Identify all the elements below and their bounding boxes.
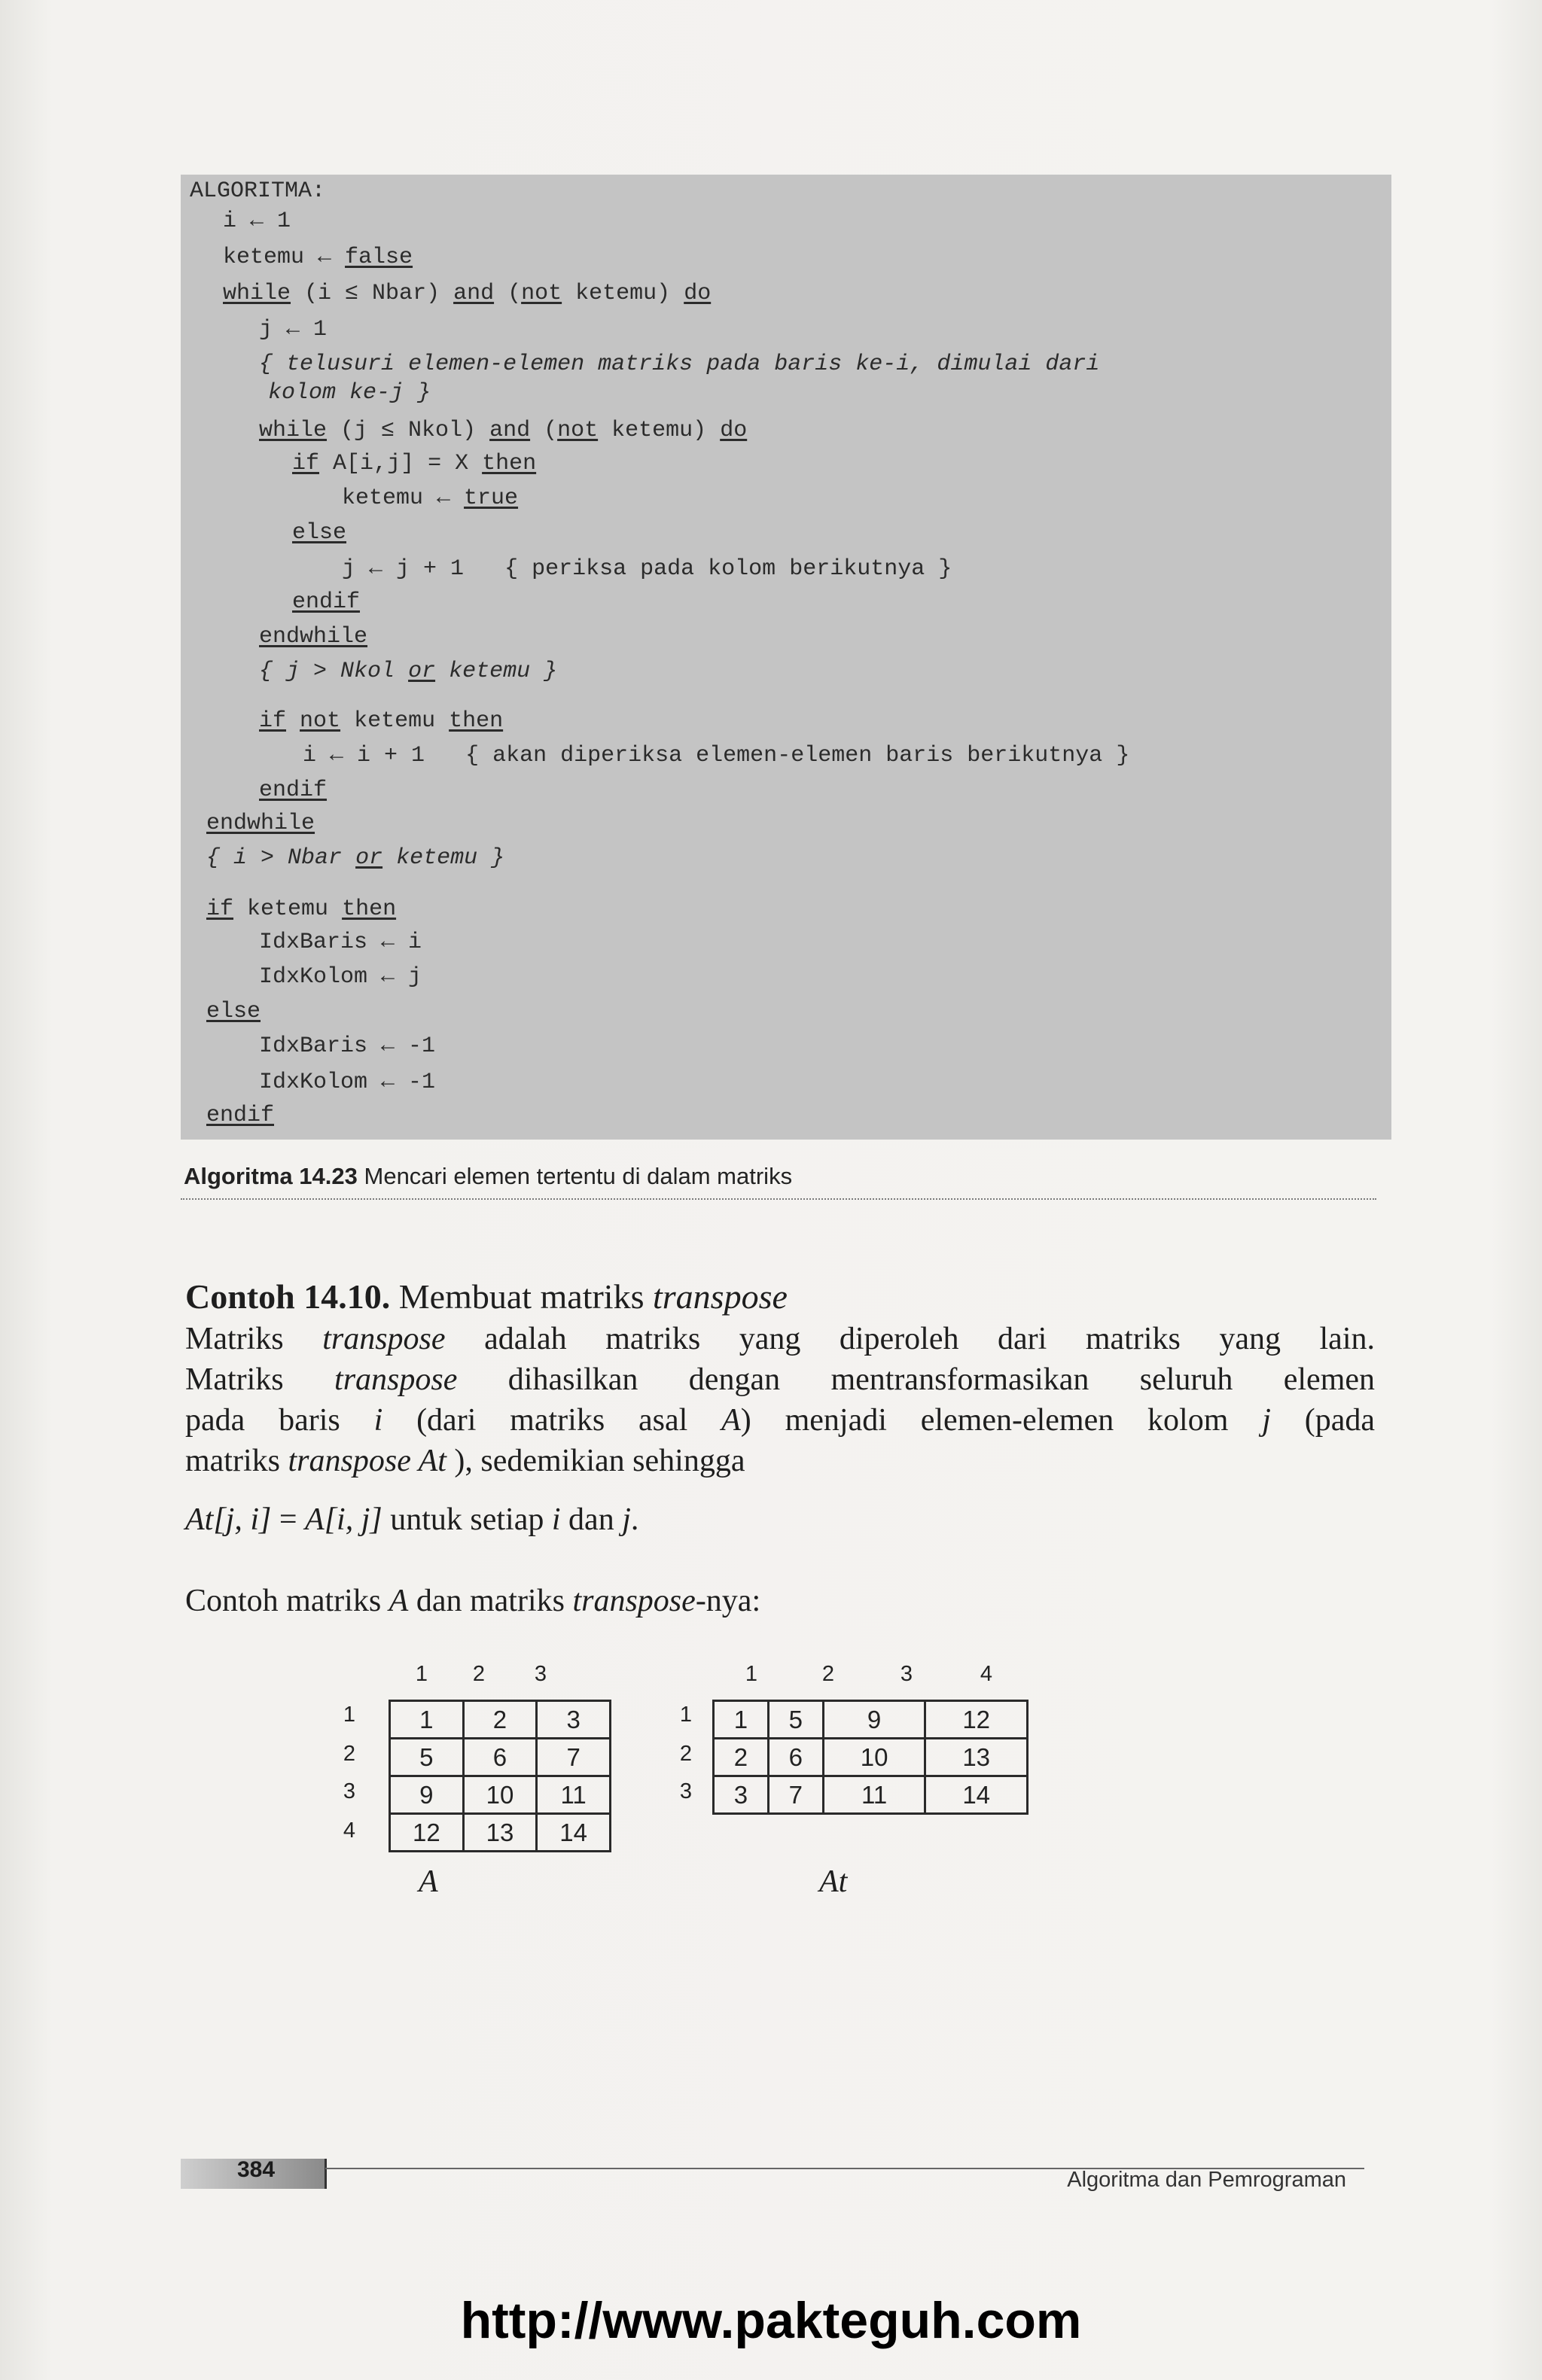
code-comment [259, 349, 1099, 379]
code-line [206, 997, 261, 1027]
code-text: if not ketemu then [259, 708, 504, 734]
matrix-cell: 1 [390, 1701, 464, 1739]
algorithm-caption [184, 1163, 792, 1190]
col-label: 1 [415, 1662, 428, 1686]
row-label: 1 [679, 1703, 693, 1727]
caption-divider [181, 1198, 1376, 1200]
code-line [206, 808, 315, 838]
matrix-row [390, 1739, 611, 1776]
text-run-italic: j [622, 1502, 631, 1537]
code-text [206, 1103, 274, 1128]
page-number: 384 [236, 2157, 276, 2182]
row-label: 3 [343, 1779, 356, 1803]
code-text: i ← 1 [223, 208, 291, 234]
code-line [206, 1100, 274, 1131]
code-line [342, 483, 518, 513]
transpose-formula [185, 1499, 1375, 1540]
example-title-italic: transpose [653, 1277, 788, 1316]
text-run: (dari matriks asal [382, 1403, 722, 1438]
matrix-cell: 9 [390, 1776, 464, 1814]
matrix-cell: 5 [768, 1701, 823, 1739]
code-text: { telusuri elemen-elemen matriks pada baris ke-i, dimulai dari [259, 352, 1100, 377]
code-line [259, 775, 327, 805]
matrix-cell: 13 [463, 1814, 537, 1852]
matrix-a-name: A [419, 1864, 438, 1899]
matrix-cell: 6 [768, 1739, 823, 1776]
code-keyword: or [408, 659, 436, 684]
code-keyword: then [482, 451, 537, 476]
code-line [259, 962, 422, 992]
code-text: i ← i + 1 { akan diperiksa elemen-elemen baris berikutnya } [303, 743, 1130, 768]
code-line [292, 518, 346, 548]
code-line [259, 415, 747, 446]
code-line [223, 242, 413, 272]
code-keyword: then [342, 896, 397, 922]
code-keyword: if [259, 708, 287, 734]
code-text: while (j ≤ Nkol) and (not ketemu) do [259, 418, 748, 443]
text-run-italic: transpose [334, 1362, 458, 1397]
matrix-at-table [712, 1700, 1029, 1815]
code-text [259, 624, 367, 650]
code-text [292, 520, 346, 546]
paragraph-line [185, 1319, 1375, 1359]
code-keyword: if [292, 451, 320, 476]
code-keyword: endif [206, 1103, 275, 1128]
code-text: IdxBaris ← i [259, 930, 422, 955]
code-line [342, 554, 952, 584]
text-run: (pada [1270, 1403, 1375, 1438]
row-label: 3 [679, 1779, 693, 1803]
text-run-italic: A [389, 1584, 409, 1618]
code-text: ketemu ← false [223, 245, 413, 270]
text-run: ) menjadi elemen-elemen kolom [740, 1403, 1263, 1438]
paragraph-line [185, 1441, 1375, 1481]
code-comment [268, 378, 431, 408]
matrix-cell: 10 [463, 1776, 537, 1814]
code-text: j ← j + 1 { periksa pada kolom berikutnya } [342, 556, 952, 582]
code-text: { j > Nkol or ketemu } [259, 659, 558, 684]
matrix-cell: 9 [823, 1701, 925, 1739]
matrix-cell: 2 [714, 1739, 769, 1776]
code-keyword: do [684, 281, 712, 306]
text-run: ), sedemikian sehingga [446, 1444, 745, 1478]
text-run: Contoh matriks [185, 1584, 389, 1618]
code-text: kolom ke-j } [268, 380, 431, 406]
code-keyword: not [557, 418, 599, 443]
example-label: Contoh 14.10. [185, 1277, 391, 1316]
code-keyword: endif [259, 778, 328, 803]
matrix-row [390, 1776, 611, 1814]
matrix-cell: 7 [768, 1776, 823, 1814]
matrix-row [714, 1701, 1028, 1739]
code-text: j ← 1 [259, 317, 328, 342]
code-line [259, 927, 422, 957]
code-line [190, 176, 325, 206]
code-text [206, 811, 315, 836]
code-text: if A[i,j] = X then [292, 451, 537, 476]
code-text: while (i ≤ Nbar) and (not ketemu) do [223, 281, 712, 306]
code-text [292, 589, 360, 615]
matrix-cell: 10 [823, 1739, 925, 1776]
code-text [259, 778, 327, 803]
text-run: pada baris [185, 1403, 374, 1438]
code-text: if ketemu then [206, 896, 397, 922]
code-line [259, 1067, 435, 1097]
text-run: matriks [185, 1444, 288, 1478]
code-keyword: while [259, 418, 328, 443]
code-keyword: else [206, 999, 261, 1024]
matrix-cell: 2 [463, 1701, 537, 1739]
code-comment [206, 843, 504, 873]
code-text: IdxKolom ← -1 [259, 1070, 436, 1095]
col-label: 3 [534, 1662, 547, 1686]
formula-rhs: A[i, j] [305, 1502, 382, 1537]
matrix-cell: 13 [925, 1739, 1028, 1776]
text-run: Matriks [185, 1362, 335, 1397]
text-run-italic: j [1262, 1403, 1271, 1438]
text-run-italic: transpose [322, 1322, 446, 1356]
code-text: ALGORITMA: [190, 178, 326, 204]
matrix-row [390, 1701, 611, 1739]
row-label: 2 [679, 1742, 693, 1766]
code-line [303, 741, 1129, 771]
matrix-cell: 1 [714, 1701, 769, 1739]
col-label: 2 [472, 1662, 486, 1686]
code-comment [259, 656, 557, 686]
text-run: -nya: [695, 1584, 761, 1618]
matrix-cell: 5 [390, 1739, 464, 1776]
matrix-a-table [389, 1700, 611, 1852]
code-line [259, 622, 367, 652]
text-run-italic: A [721, 1403, 741, 1438]
matrix-cell: 12 [925, 1701, 1028, 1739]
code-keyword: not [300, 708, 341, 734]
code-text: { i > Nbar or ketemu } [206, 845, 505, 871]
code-line [259, 315, 327, 345]
code-text: IdxBaris ← -1 [259, 1033, 436, 1059]
matrix-cell: 11 [537, 1776, 611, 1814]
text-run-italic: transpose [572, 1584, 696, 1618]
col-label: 4 [980, 1662, 993, 1686]
text-run: . [630, 1502, 639, 1537]
code-keyword: and [453, 281, 495, 306]
code-keyword: then [449, 708, 504, 734]
code-line [292, 449, 536, 479]
caption-label: Algoritma 14.23 [184, 1163, 358, 1189]
code-keyword: endif [292, 589, 361, 615]
matrix-at-name: At [819, 1864, 848, 1899]
text-run: dan [560, 1502, 623, 1537]
code-keyword: true [464, 485, 519, 511]
text-run: dihasilkan dengan mentransformasikan seluruh elemen [457, 1362, 1376, 1397]
code-keyword: endwhile [259, 624, 368, 650]
col-label: 2 [821, 1662, 835, 1686]
matrix-intro [185, 1581, 1375, 1621]
code-keyword: and [489, 418, 531, 443]
book-title: Algoritma dan Pemrograman [1067, 2168, 1346, 2192]
code-keyword: false [345, 245, 413, 270]
text-run-italic: i [373, 1403, 383, 1438]
matrix-cell: 14 [537, 1814, 611, 1852]
matrix-cell: 3 [714, 1776, 769, 1814]
paragraph-line [185, 1400, 1375, 1441]
example-title: Membuat matriks [398, 1277, 645, 1316]
code-keyword: endwhile [206, 811, 315, 836]
row-label: 2 [343, 1742, 356, 1766]
matrix-cell: 3 [537, 1701, 611, 1739]
code-line [223, 278, 711, 309]
formula-eq: = [271, 1502, 306, 1537]
text-run-italic: i [551, 1502, 561, 1537]
code-keyword: or [355, 845, 383, 871]
col-label: 1 [745, 1662, 758, 1686]
code-text [206, 999, 261, 1024]
text-run-italic: transpose At [288, 1444, 446, 1478]
footer-tick [325, 2159, 327, 2189]
matrix-row [714, 1776, 1028, 1814]
matrix-cell: 14 [925, 1776, 1028, 1814]
watermark-url: http://www.pakteguh.com [460, 2292, 1082, 2349]
text-run: untuk setiap [382, 1502, 552, 1537]
row-label: 1 [343, 1703, 356, 1727]
matrix-row [390, 1814, 611, 1852]
example-heading [185, 1277, 1375, 1317]
text-run: dan matriks [408, 1584, 573, 1618]
code-line [259, 1031, 435, 1061]
matrix-cell: 6 [463, 1739, 537, 1776]
code-line [223, 206, 291, 236]
code-text: IdxKolom ← j [259, 964, 422, 990]
col-label: 3 [900, 1662, 913, 1686]
code-keyword: if [206, 896, 234, 922]
code-line [259, 706, 503, 736]
code-keyword: else [292, 520, 347, 546]
code-line [292, 587, 360, 617]
row-label: 4 [343, 1818, 356, 1843]
text-run: adalah matriks yang diperoleh dari matriks yang lain. [445, 1322, 1375, 1356]
code-text: ketemu ← true [342, 485, 519, 511]
formula-lhs: At[j, i] [185, 1502, 272, 1537]
paragraph-line [185, 1359, 1375, 1400]
text-run: Matriks [185, 1322, 323, 1356]
matrix-row [714, 1739, 1028, 1776]
code-keyword: not [521, 281, 562, 306]
matrix-cell: 11 [823, 1776, 925, 1814]
caption-text: Mencari elemen tertentu di dalam matriks [364, 1163, 793, 1189]
code-keyword: while [223, 281, 291, 306]
code-line [206, 894, 396, 924]
code-keyword: do [720, 418, 748, 443]
matrix-cell: 12 [390, 1814, 464, 1852]
matrix-cell: 7 [537, 1739, 611, 1776]
